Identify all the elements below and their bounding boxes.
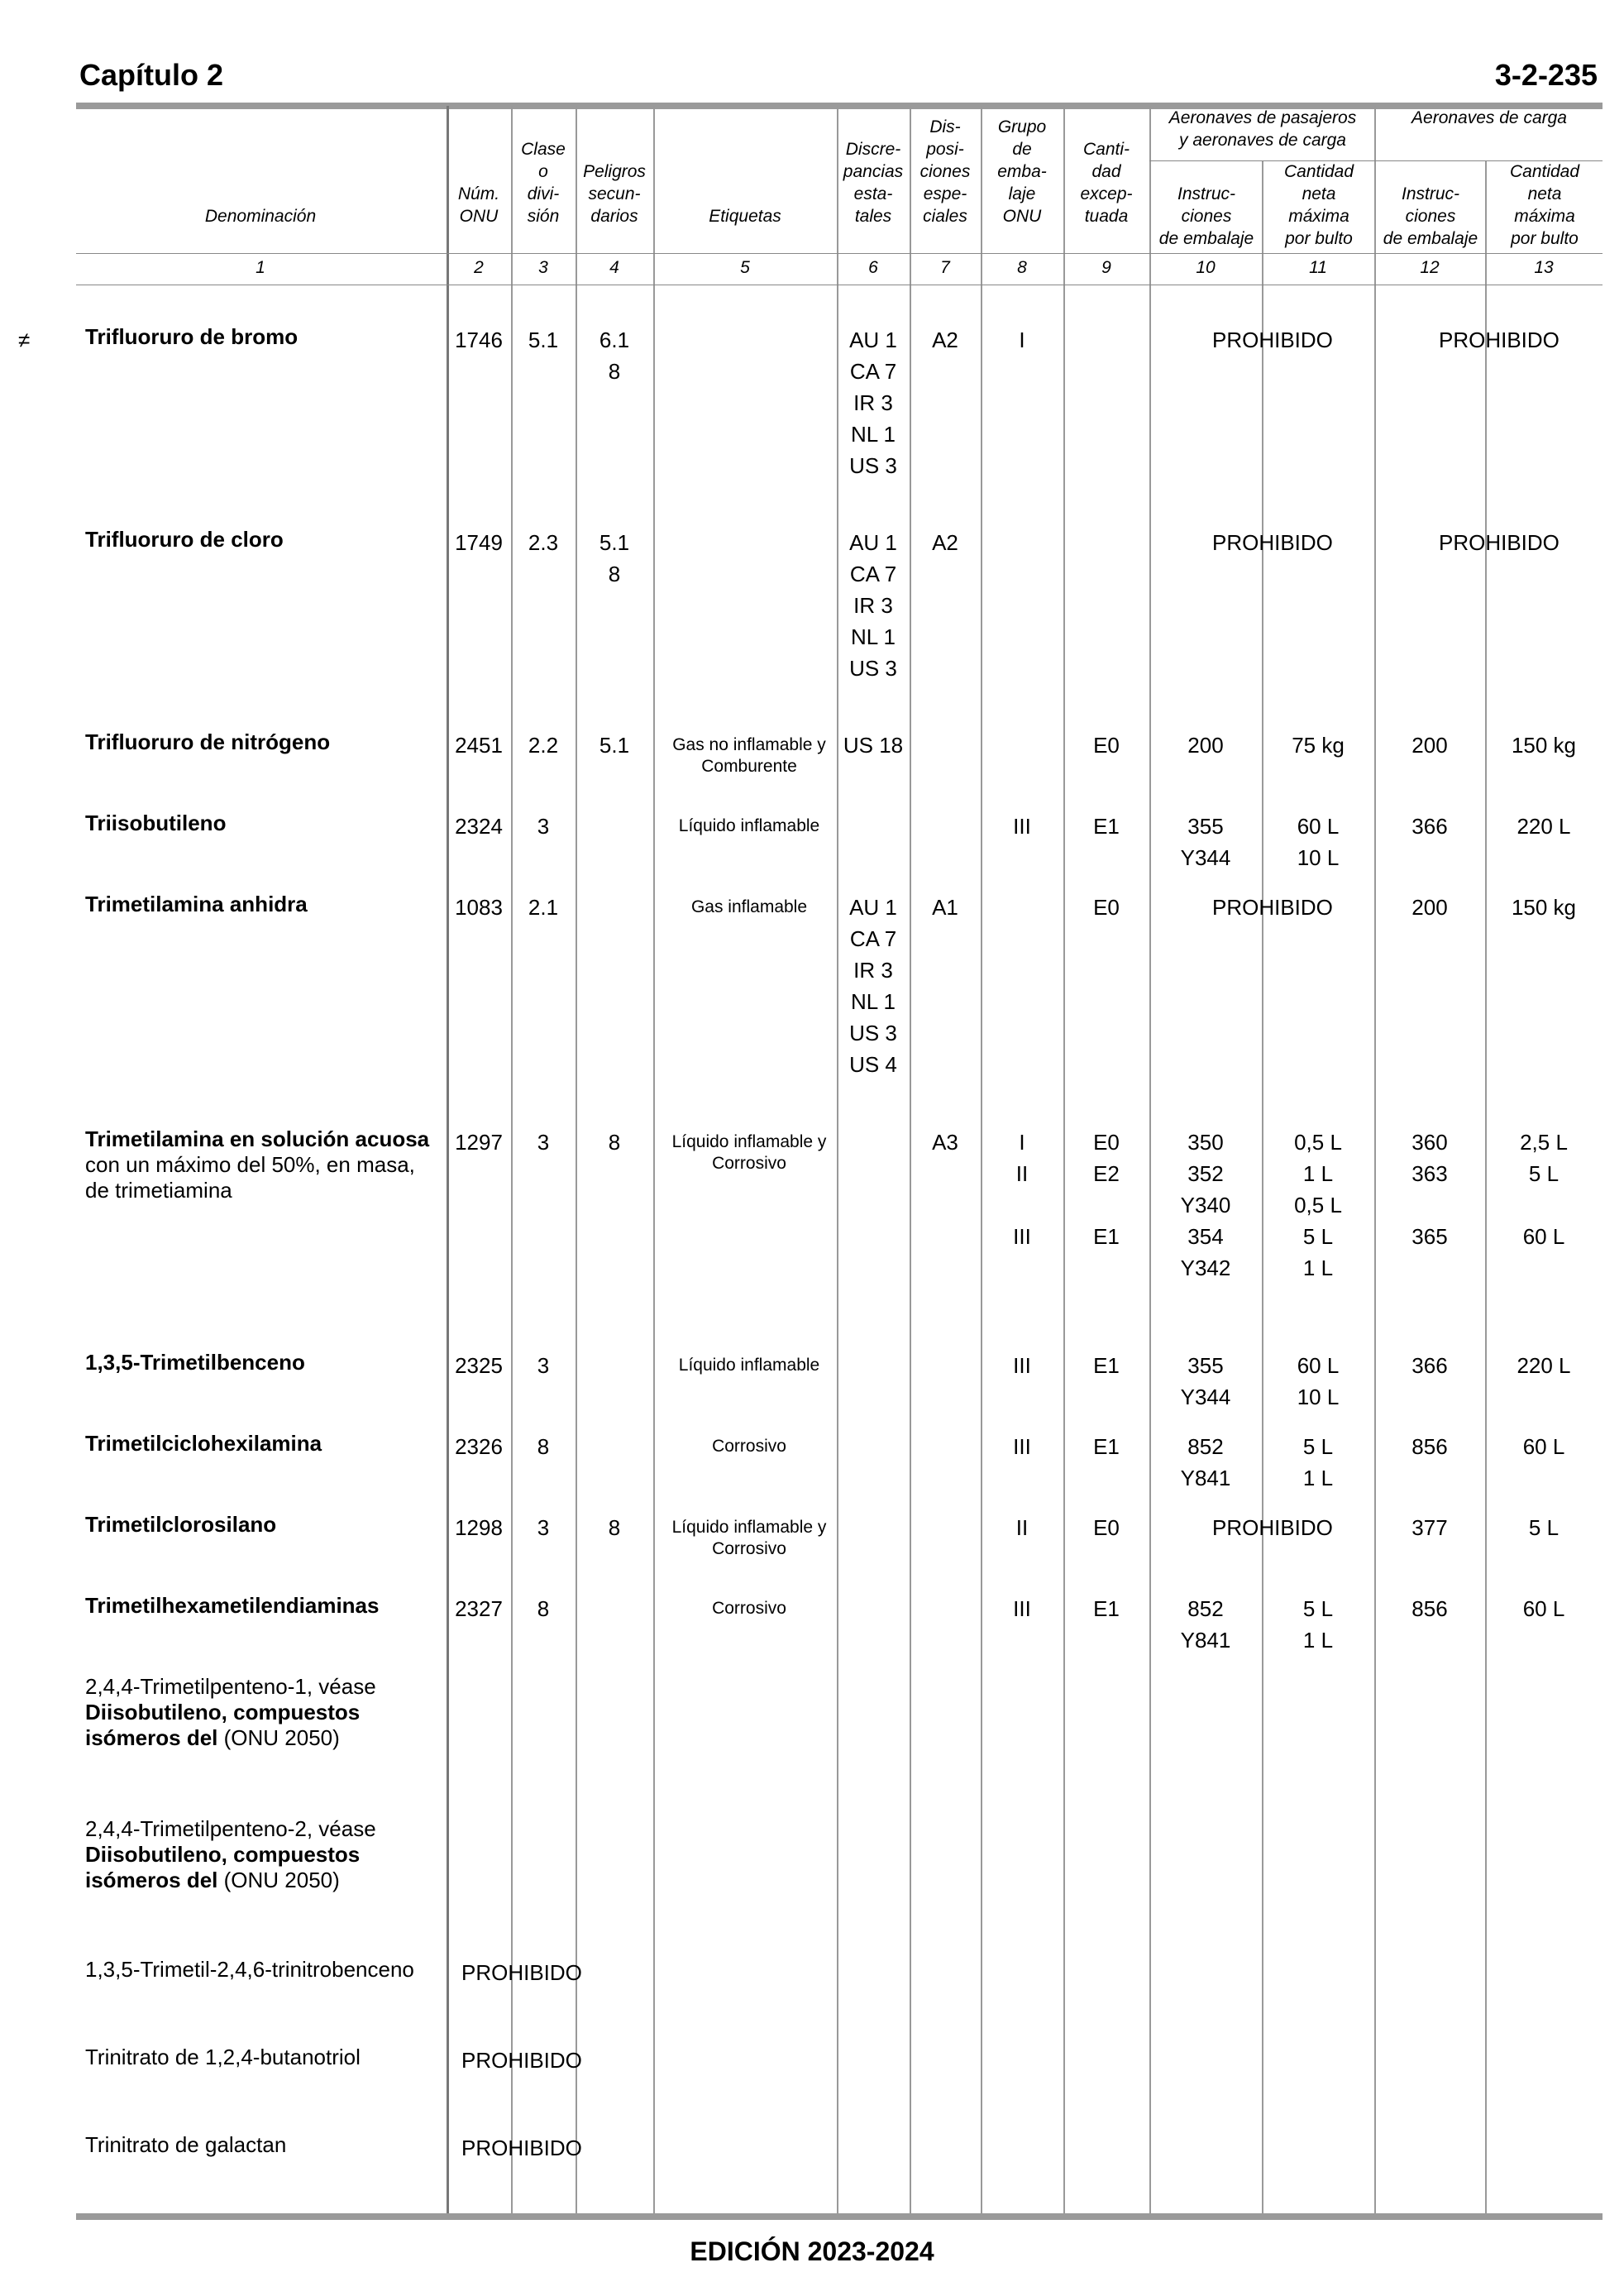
cargo-max-quantity: 60 L (1522, 1596, 1565, 1621)
cargo-max-quantity: 150 kg (1511, 733, 1577, 758)
col-header-variations: Discre- pancias esta- tales (843, 140, 904, 226)
excepted-quantity: E1 (1093, 1596, 1120, 1621)
group-header-passenger-aircraft: Aeronaves de pasajeros y aeronaves de carga (1168, 108, 1357, 150)
column-number: 7 (940, 258, 950, 277)
class-division: 3 (537, 1515, 550, 1540)
chapter-title: Capítulo 2 (79, 58, 224, 92)
hazard-labels: Gas no inflamable y Comburente (672, 735, 826, 776)
un-number: 2327 (455, 1596, 503, 1621)
col-header-class: Clase o divi- sión (521, 140, 566, 226)
bottom-rule (76, 2213, 1603, 2220)
column-number: 8 (1017, 258, 1027, 277)
cargo-packing-instruction: 856 (1411, 1434, 1448, 1459)
packing-group: I II III (1013, 1130, 1031, 1249)
packing-group: III (1013, 1434, 1031, 1459)
cargo-max-quantity: 150 kg (1511, 895, 1577, 920)
special-provision: A1 (932, 895, 958, 920)
cargo-packing-instruction: 377 (1411, 1515, 1448, 1540)
packing-group: I (1019, 328, 1025, 352)
passenger-packing-instruction: 355 Y344 (1180, 1353, 1231, 1409)
state-variations: US 18 (843, 733, 904, 758)
hazard-labels: Líquido inflamable y Corrosivo (671, 1132, 827, 1173)
special-provision: A3 (932, 1130, 958, 1155)
packing-group: III (1013, 1596, 1031, 1621)
col-header-packing-instruction: Instruc- ciones de embalaje (1158, 184, 1254, 248)
passenger-max-quantity: 75 kg (1292, 733, 1345, 758)
cargo-max-quantity: 2,5 L 5 L 60 L (1520, 1130, 1568, 1249)
subsidiary-hazard: 5.1 8 (599, 530, 630, 586)
column-number: 1 (256, 258, 265, 277)
passenger-forbidden: PROHIBIDO (1212, 1515, 1333, 1540)
excepted-quantity: E0 (1093, 733, 1120, 758)
state-variations: AU 1 CA 7 IR 3 NL 1 US 3 (849, 530, 897, 681)
entry-name: Triisobutileno (85, 811, 227, 835)
passenger-packing-instruction: 355 Y344 (1180, 814, 1231, 870)
cargo-max-quantity: 220 L (1517, 814, 1571, 839)
entry-name: Trimetilciclohexilamina (85, 1431, 322, 1456)
cargo-forbidden: PROHIBIDO (1439, 328, 1560, 352)
edition-footer: EDICIÓN 2023-2024 (690, 2236, 934, 2266)
column-number: 10 (1196, 258, 1216, 277)
column-divider (653, 106, 655, 2213)
hazard-labels: Corrosivo (712, 1437, 786, 1456)
passenger-max-quantity: 0,5 L 1 L 0,5 L 5 L 1 L (1294, 1130, 1342, 1280)
special-provision: A2 (932, 530, 958, 555)
column-number: 2 (474, 258, 484, 277)
header-rule (76, 253, 1603, 254)
col-header-special-provisions: Dis- posi- ciones espe- ciales (919, 117, 971, 226)
entry-name: Trimetilamina anhidra (85, 892, 308, 916)
class-division: 5.1 (528, 328, 559, 352)
subsidiary-hazard: 8 (608, 1515, 621, 1540)
cargo-max-quantity: 5 L (1528, 1515, 1560, 1540)
col-header-max-net-quantity: Cantidad neta máxima por bulto (1509, 162, 1580, 248)
un-number: 2325 (455, 1353, 503, 1378)
cargo-max-quantity: 220 L (1517, 1353, 1571, 1378)
un-number: 1297 (455, 1130, 503, 1155)
entry-name: Trinitrato de galactan (85, 2132, 287, 2157)
cargo-packing-instruction: 856 (1411, 1596, 1448, 1621)
entry-name: Trinitrato de 1,2,4-butanotriol (85, 2045, 361, 2069)
excepted-quantity: E0 (1093, 895, 1120, 920)
col-header-labels: Etiquetas (709, 207, 781, 226)
passenger-packing-instruction: 200 (1187, 733, 1224, 758)
hazard-labels: Corrosivo (712, 1599, 786, 1618)
state-variations: AU 1 CA 7 IR 3 NL 1 US 3 US 4 (849, 895, 897, 1077)
column-divider (576, 106, 577, 2213)
col-header-excepted-quantity: Canti- dad excep- tuada (1080, 140, 1133, 226)
col-header-max-net-quantity: Cantidad neta máxima por bulto (1283, 162, 1354, 248)
un-number: 2324 (455, 814, 503, 839)
entry-name: Trifluoruro de nitrógeno (85, 729, 331, 754)
excepted-quantity: E1 (1093, 1434, 1120, 1459)
cargo-packing-instruction: 360 363 365 (1411, 1130, 1448, 1249)
entry-name: 1,3,5-Trimetilbenceno (85, 1350, 305, 1375)
class-division: 2.2 (528, 733, 559, 758)
entry-name: Trimetilclorosilano (85, 1512, 277, 1537)
subsidiary-hazard: 5.1 (599, 733, 630, 758)
entry-name: Trimetilhexametilendiaminas (85, 1593, 380, 1618)
col-header-subsidiary: Peligros secun- darios (583, 162, 646, 226)
un-number: 1298 (455, 1515, 503, 1540)
entry-name: Trimetilamina en solución acuosa con un máximo del 50%, en masa, de trimetiamina (85, 1126, 430, 1203)
excepted-quantity: E0 E2 E1 (1093, 1130, 1120, 1249)
group-header-cargo-aircraft: Aeronaves de carga (1411, 108, 1567, 127)
excepted-quantity: E1 (1093, 1353, 1120, 1378)
column-number: 4 (609, 258, 619, 277)
passenger-max-quantity: 60 L 10 L (1297, 814, 1340, 870)
col-header-packing-instruction: Instruc- ciones de embalaje (1383, 184, 1478, 248)
passenger-forbidden: PROHIBIDO (1212, 530, 1333, 555)
forbidden-status: PROHIBIDO (461, 2048, 582, 2073)
un-number: 2326 (455, 1434, 503, 1459)
entry-name: Trifluoruro de cloro (85, 527, 284, 552)
cargo-forbidden: PROHIBIDO (1439, 530, 1560, 555)
column-number: 12 (1420, 258, 1440, 277)
column-number: 5 (740, 258, 750, 277)
cargo-packing-instruction: 366 (1411, 814, 1448, 839)
passenger-packing-instruction: 852 Y841 (1180, 1596, 1231, 1653)
change-mark: ≠ (18, 328, 31, 352)
class-division: 3 (537, 1130, 550, 1155)
passenger-packing-instruction: 350 352 Y340 354 Y342 (1180, 1130, 1231, 1280)
class-division: 8 (537, 1596, 550, 1621)
cargo-packing-instruction: 200 (1411, 733, 1448, 758)
column-number: 9 (1101, 258, 1111, 277)
packing-group: III (1013, 814, 1031, 839)
cross-reference-entry: 2,4,4-Trimetilpenteno-1, véase Diisobutileno, compuestos isómeros del (ONU 2050) (85, 1674, 376, 1750)
special-provision: A2 (932, 328, 958, 352)
subsidiary-hazard: 6.1 8 (599, 328, 630, 384)
passenger-max-quantity: 60 L 10 L (1297, 1353, 1340, 1409)
entry-name: Trifluoruro de bromo (85, 324, 299, 349)
cargo-packing-instruction: 366 (1411, 1353, 1448, 1378)
un-number: 1749 (455, 530, 503, 555)
column-number: 13 (1534, 258, 1554, 277)
hazard-labels: Líquido inflamable (678, 1356, 820, 1375)
column-divider (447, 106, 449, 2213)
column-divider (511, 106, 513, 2213)
cargo-max-quantity: 60 L (1522, 1434, 1565, 1459)
passenger-max-quantity: 5 L 1 L (1302, 1596, 1334, 1653)
column-divider (910, 106, 911, 2213)
class-division: 8 (537, 1434, 550, 1459)
class-division: 3 (537, 1353, 550, 1378)
hazard-labels: Líquido inflamable (678, 816, 820, 835)
un-number: 1746 (455, 328, 503, 352)
excepted-quantity: E0 (1093, 1515, 1120, 1540)
packing-group: II (1015, 1515, 1029, 1540)
passenger-max-quantity: 5 L 1 L (1302, 1434, 1334, 1490)
hazard-labels: Gas inflamable (690, 897, 808, 916)
forbidden-status: PROHIBIDO (461, 1960, 582, 1985)
column-number: 6 (868, 258, 878, 277)
passenger-packing-instruction: 852 Y841 (1180, 1434, 1231, 1490)
cross-reference-entry: 2,4,4-Trimetilpenteno-2, véase Diisobutileno, compuestos isómeros del (ONU 2050) (85, 1816, 376, 1892)
page-number: 3-2-235 (1494, 58, 1598, 92)
col-header-packing-group: Grupo de emba- laje ONU (997, 117, 1047, 226)
un-number: 1083 (455, 895, 503, 920)
class-division: 3 (537, 814, 550, 839)
excepted-quantity: E1 (1093, 814, 1120, 839)
class-division: 2.3 (528, 530, 559, 555)
entry-name: 1,3,5-Trimetil-2,4,6-trinitrobenceno (85, 1957, 414, 1982)
passenger-forbidden: PROHIBIDO (1212, 328, 1333, 352)
passenger-forbidden: PROHIBIDO (1212, 895, 1333, 920)
packing-group: III (1013, 1353, 1031, 1378)
forbidden-status: PROHIBIDO (461, 2136, 582, 2160)
hazard-labels: Líquido inflamable y Corrosivo (671, 1518, 827, 1558)
col-header-un: Núm. ONU (457, 184, 500, 226)
un-number: 2451 (455, 733, 503, 758)
cargo-packing-instruction: 200 (1411, 895, 1448, 920)
column-number: 3 (538, 258, 548, 277)
subsidiary-hazard: 8 (608, 1130, 621, 1155)
state-variations: AU 1 CA 7 IR 3 NL 1 US 3 (849, 328, 897, 478)
col-header-name: Denominación (204, 207, 317, 226)
class-division: 2.1 (528, 895, 559, 920)
column-number: 11 (1309, 258, 1327, 277)
